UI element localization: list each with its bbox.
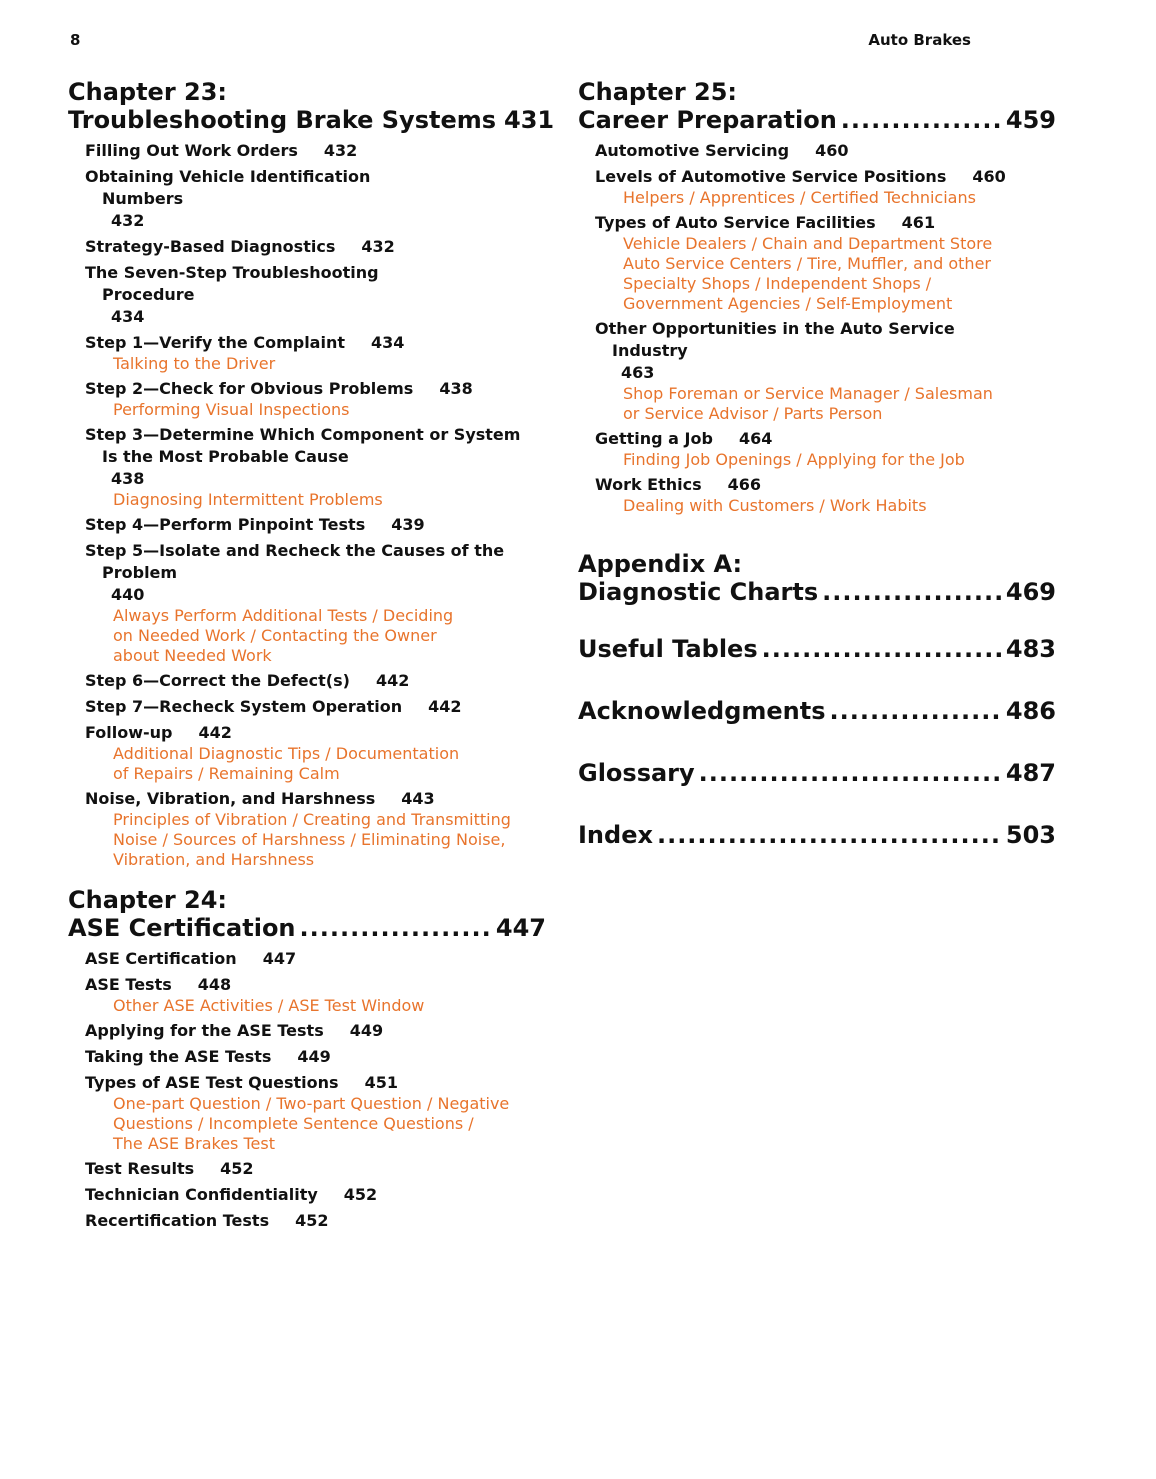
topic-text: Automotive Servicing [595, 141, 790, 160]
chapter-section [578, 78, 1056, 516]
topic-entry [85, 722, 546, 784]
topic-page: 448 [197, 975, 232, 994]
subtopic-line[interactable]: Dealing with Customers / Work Habits [623, 496, 927, 515]
topic-heading[interactable] [85, 974, 546, 996]
topic-heading[interactable] [85, 332, 546, 354]
chapter-heading[interactable] [68, 886, 546, 942]
subtopics [595, 384, 1056, 424]
chapter-section [578, 550, 1056, 606]
chapter-title: Career Preparation [578, 106, 837, 134]
back-matter-title: Glossary [578, 759, 695, 787]
chapter-label: Chapter 23: [68, 78, 228, 106]
topic-text: Types of ASE Test Questions [85, 1073, 339, 1092]
chapter-title-row [68, 914, 546, 942]
subtopics [595, 496, 1056, 516]
back-matter-entry[interactable] [578, 820, 1056, 850]
topic-text: Step 2—Check for Obvious Problems [85, 379, 414, 398]
topic-entry [595, 140, 1056, 162]
topic-entry [595, 474, 1056, 516]
topic-text: Step 5—Isolate and Recheck the Causes of the [85, 541, 505, 560]
chapter-title: ASE Certification [68, 914, 296, 942]
topic-text: Other Opportunities in the Auto Service [595, 319, 955, 338]
topic-heading[interactable] [85, 262, 546, 328]
topic-text: Test Results [85, 1159, 195, 1178]
topic-page: 461 [901, 213, 936, 232]
topic-entry [85, 332, 546, 374]
topic-page: 449 [297, 1047, 331, 1066]
chapter-page: 469 [1005, 578, 1056, 606]
topic-heading[interactable] [595, 318, 1056, 384]
topic-entry [85, 140, 546, 162]
topic-heading[interactable] [85, 696, 546, 718]
topic-entry [85, 378, 546, 420]
subtopic-line[interactable]: Specialty Shops / Independent Shops / [623, 274, 932, 293]
subtopic-line[interactable]: Always Perform Additional Tests / Deciding [113, 606, 454, 625]
back-matter-entry[interactable] [578, 696, 1056, 726]
topic-heading[interactable] [85, 140, 546, 162]
subtopic-line[interactable]: of Repairs / Remaining Calm [113, 764, 340, 783]
topic-entry [85, 1046, 546, 1068]
topic-heading[interactable] [85, 1184, 546, 1206]
topic-heading[interactable] [85, 1046, 546, 1068]
subtopics [595, 188, 1056, 208]
subtopics [85, 400, 546, 420]
subtopic-line[interactable]: Performing Visual Inspections [113, 400, 350, 419]
topic-text: Recertification Tests [85, 1211, 270, 1230]
chapter-heading[interactable] [68, 78, 555, 134]
topic-text: The Seven-Step Troubleshooting [85, 263, 379, 282]
subtopics [595, 450, 1056, 470]
topic-text: Applying for the ASE Tests [85, 1021, 324, 1040]
subtopic-line[interactable]: One-part Question / Two-part Question / Negative [113, 1094, 510, 1113]
subtopic-line[interactable]: on Needed Work / Contacting the Owner [113, 626, 437, 645]
subtopic-line[interactable]: Other ASE Activities / ASE Test Window [113, 996, 425, 1015]
topic-text: Work Ethics [595, 475, 702, 494]
subtopics [85, 996, 546, 1016]
topic-text: Strategy-Based Diagnostics [85, 237, 336, 256]
chapter-page: 431 [504, 106, 555, 134]
subtopic-line[interactable]: Government Agencies / Self-Employment [623, 294, 953, 313]
subtopics [85, 354, 546, 374]
topic-list [578, 140, 1056, 516]
topic-text: Levels of Automotive Service Positions [595, 167, 947, 186]
leader-dots [300, 914, 492, 942]
topic-text: ASE Tests [85, 975, 172, 994]
running-title: Auto Brakes [868, 31, 971, 49]
topic-entry [595, 212, 1056, 314]
subtopic-line[interactable]: Additional Diagnostic Tips / Documentation [113, 744, 460, 763]
topic-entry [85, 974, 546, 1016]
topic-entry [85, 1158, 546, 1180]
topic-heading[interactable] [85, 670, 546, 692]
subtopics [85, 744, 546, 784]
topic-heading[interactable] [85, 788, 546, 810]
topic-text: ASE Certification [85, 949, 237, 968]
topic-heading[interactable] [85, 722, 546, 744]
back-matter-page: 483 [1005, 635, 1056, 663]
chapter-page: 459 [1005, 106, 1056, 134]
back-matter-title: Acknowledgments [578, 697, 826, 725]
topic-text: Step 7—Recheck System Operation [85, 697, 403, 716]
topic-heading[interactable] [85, 1210, 546, 1232]
topic-page: 434 [371, 333, 405, 352]
topic-text: Getting a Job [595, 429, 713, 448]
topic-entry [85, 696, 546, 718]
topic-page: 452 [220, 1159, 254, 1178]
topic-entry [85, 788, 546, 870]
leader-dots [657, 820, 1002, 850]
topic-heading[interactable] [595, 428, 1056, 450]
topic-entry [85, 262, 546, 328]
subtopic-line[interactable]: Vibration, and Harshness [113, 850, 315, 869]
topic-heading[interactable] [85, 514, 546, 536]
subtopics [85, 490, 546, 510]
topic-page: 432 [361, 237, 395, 256]
topic-text: Obtaining Vehicle Identification [85, 167, 371, 186]
chapter-label: Chapter 25: [578, 78, 738, 106]
topic-page: 434 [111, 307, 145, 326]
topic-entry [85, 1020, 546, 1042]
topic-page: 442 [375, 671, 410, 690]
topic-page: 451 [364, 1073, 398, 1092]
leader-dots [699, 758, 1002, 788]
back-matter-title: Index [578, 821, 653, 849]
topic-entry [595, 318, 1056, 424]
subtopic-line[interactable]: Diagnosing Intermittent Problems [113, 490, 383, 509]
topic-text: Numbers [102, 189, 184, 208]
topic-entry [85, 1210, 546, 1232]
topic-entry [85, 540, 546, 666]
topic-page: 447 [262, 949, 297, 968]
back-matter-title: Useful Tables [578, 635, 758, 663]
subtopic-line[interactable]: Questions / Incomplete Sentence Questions / [113, 1114, 474, 1133]
back-matter-entry[interactable] [578, 758, 1056, 788]
chapter-title-row [578, 578, 1056, 606]
chapter-title-row [68, 106, 555, 134]
subtopic-line[interactable]: The ASE Brakes Test [113, 1134, 275, 1153]
topic-entry [85, 948, 546, 970]
topic-page: 449 [349, 1021, 384, 1040]
chapter-title-row [578, 106, 1056, 134]
subtopic-line[interactable]: about Needed Work [113, 646, 272, 665]
chapter-title: Troubleshooting Brake Systems [68, 106, 497, 134]
topic-text: Step 3—Determine Which Component or System [85, 425, 521, 444]
topic-text: Step 1—Verify the Complaint [85, 333, 345, 352]
chapter-label: Chapter 24: [68, 886, 228, 914]
topic-heading[interactable] [85, 1072, 546, 1094]
topic-entry [85, 1184, 546, 1206]
topic-heading[interactable] [85, 948, 546, 970]
chapter-section [68, 886, 546, 1232]
topic-text: Step 6—Correct the Defect(s) [85, 671, 350, 690]
topic-heading[interactable] [85, 424, 546, 490]
topic-heading[interactable] [85, 540, 546, 606]
leader-dots [830, 696, 1002, 726]
chapter-label: Appendix A: [578, 550, 743, 578]
topic-text: Problem [102, 563, 178, 582]
topic-heading[interactable] [85, 166, 546, 232]
subtopics [595, 234, 1056, 314]
chapter-heading[interactable] [578, 550, 1056, 606]
toc-left-column [68, 78, 555, 1248]
topic-text: Industry [612, 341, 688, 360]
topic-page: 464 [738, 429, 773, 448]
topic-list [68, 140, 546, 870]
topic-entry [85, 424, 546, 510]
subtopic-line[interactable]: Noise / Sources of Harshness / Eliminating Noise, [113, 830, 506, 849]
topic-page: 463 [621, 363, 655, 382]
topic-page: 442 [428, 697, 462, 716]
topic-page: 452 [343, 1185, 378, 1204]
topic-heading[interactable] [595, 166, 1056, 188]
topic-list [68, 948, 546, 1232]
back-matter-entry[interactable] [578, 634, 1056, 664]
topic-text: Taking the ASE Tests [85, 1047, 272, 1066]
topic-entry [85, 236, 546, 258]
topic-entry [85, 1072, 546, 1154]
topic-entry [595, 428, 1056, 470]
topic-page: 439 [391, 515, 425, 534]
topic-text: Follow-up [85, 723, 173, 742]
chapter-section [68, 78, 555, 870]
chapter-heading[interactable] [578, 78, 1056, 134]
topic-page: 432 [111, 211, 145, 230]
back-matter-page: 486 [1005, 697, 1056, 725]
subtopic-line[interactable]: Vehicle Dealers / Chain and Department Store [623, 234, 993, 253]
leader-dots [762, 634, 1002, 664]
topic-page: 432 [323, 141, 358, 160]
subtopic-line[interactable]: Helpers / Apprentices / Certified Technicians [623, 188, 976, 207]
subtopic-line[interactable]: Principles of Vibration / Creating and Transmitting [113, 810, 511, 829]
topic-page: 460 [972, 167, 1006, 186]
subtopic-line[interactable]: or Service Advisor / Parts Person [623, 404, 883, 423]
topic-heading[interactable] [85, 1020, 546, 1042]
topic-text: Procedure [102, 285, 195, 304]
topic-entry [85, 166, 546, 232]
chapter-page: 447 [495, 914, 546, 942]
subtopics [85, 1094, 546, 1154]
topic-heading[interactable] [595, 140, 1056, 162]
topic-heading[interactable] [595, 474, 1056, 496]
topic-heading[interactable] [85, 378, 546, 400]
subtopic-line[interactable]: Auto Service Centers / Tire, Muffler, and other [623, 254, 991, 273]
topic-page: 438 [439, 379, 473, 398]
topic-entry [595, 166, 1056, 208]
topic-text: Is the Most Probable Cause [102, 447, 349, 466]
leader-dots [822, 578, 1002, 606]
topic-page: 466 [727, 475, 762, 494]
back-matter-page: 487 [1005, 759, 1056, 787]
subtopics [85, 810, 546, 870]
chapter-title: Diagnostic Charts [578, 578, 819, 606]
topic-page: 438 [111, 469, 145, 488]
topic-page: 460 [815, 141, 849, 160]
back-matter-page: 503 [1005, 821, 1056, 849]
topic-page: 452 [295, 1211, 329, 1230]
topic-entry [85, 514, 546, 536]
leader-dots [841, 106, 1002, 134]
page-number: 8 [70, 31, 81, 49]
topic-page: 440 [111, 585, 145, 604]
topic-text: Types of Auto Service Facilities [595, 213, 876, 232]
topic-entry [85, 670, 546, 692]
subtopic-line[interactable]: Shop Foreman or Service Manager / Salesman [623, 384, 993, 403]
topic-text: Technician Confidentiality [85, 1185, 318, 1204]
topic-heading[interactable] [85, 236, 546, 258]
topic-text: Step 4—Perform Pinpoint Tests [85, 515, 366, 534]
topic-heading[interactable] [85, 1158, 546, 1180]
toc-right-column [578, 78, 1056, 882]
topic-page: 443 [401, 789, 435, 808]
subtopics [85, 606, 546, 666]
topic-text: Noise, Vibration, and Harshness [85, 789, 376, 808]
topic-heading[interactable] [595, 212, 1056, 234]
topic-text: Filling Out Work Orders [85, 141, 298, 160]
topic-page: 442 [198, 723, 232, 742]
subtopic-line[interactable]: Finding Job Openings / Applying for the Job [623, 450, 965, 469]
subtopic-line[interactable]: Talking to the Driver [113, 354, 276, 373]
